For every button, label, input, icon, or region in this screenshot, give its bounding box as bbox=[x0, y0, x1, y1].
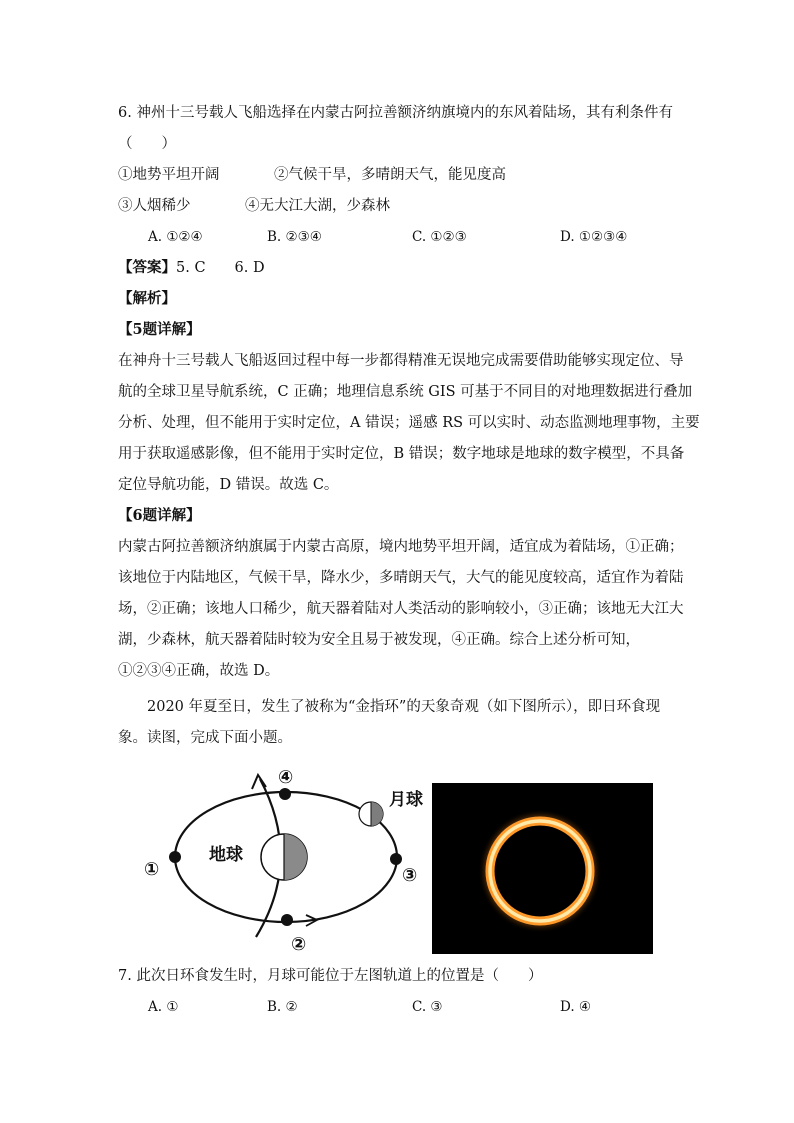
q5-detail-title: 【5题详解】 bbox=[118, 321, 201, 338]
position-dot-2 bbox=[281, 914, 293, 926]
answer-line bbox=[118, 258, 265, 278]
q6-option-b: B. ②③④ bbox=[267, 229, 322, 245]
intro-line: 2020 年夏至日，发生了被称为“金指环”的天象奇观（如下图所示），即日环食现 bbox=[147, 699, 661, 715]
moon-label: 月球 bbox=[389, 790, 423, 810]
q6-stem: 6. 神州十三号载人飞船选择在内蒙古阿拉善额济纳旗境内的东风着陆场，其有利条件有 bbox=[118, 105, 673, 121]
position-label-3: ③ bbox=[402, 865, 418, 886]
q6-condition-1: ①地势平坦开阔 bbox=[118, 167, 220, 183]
q6-detail-line: 该地位于内陆地区，气候干旱，降水少，多晴朗天气，大气的能见度较高，适宜作为着陆 bbox=[118, 570, 684, 586]
q5-detail-line: 定位导航功能，D 错误。故选 C。 bbox=[118, 477, 339, 493]
analysis-label: 【解析】 bbox=[118, 290, 176, 307]
q5-detail-line: 在神舟十三号载人飞船返回过程中每一步都得精准无误地完成需要借助能够实现定位、导 bbox=[118, 353, 684, 369]
q5-detail-line: 航的全球卫星导航系统，C 正确；地理信息系统 GIS 可基于不同目的对地理数据进行叠加 bbox=[118, 384, 693, 400]
position-label-2: ② bbox=[291, 934, 307, 955]
q7-option-b: B. ② bbox=[267, 999, 298, 1015]
q5-detail-line: 分析、处理，但不能用于实时定位，A 错误；遥感 RS 可以实时、动态监测地理事物，主要 bbox=[118, 415, 700, 431]
annular-eclipse-photo bbox=[432, 783, 653, 954]
q7-option-c: C. ③ bbox=[412, 999, 443, 1015]
q6-detail-line: ①②③④正确，故选 D。 bbox=[118, 663, 280, 679]
earth-label: 地球 bbox=[209, 845, 243, 865]
q6-detail-line: 湖，少森林，航天器着陆时较为安全且易于被发现，④正确。综合上述分析可知， bbox=[118, 632, 640, 648]
q6-condition-3: ③人烟稀少 bbox=[118, 198, 191, 214]
position-label-1: ① bbox=[144, 859, 160, 880]
q6-detail-title: 【6题详解】 bbox=[118, 507, 201, 524]
earth-shadow-half bbox=[284, 834, 307, 880]
q7-option-a: A. ① bbox=[148, 999, 179, 1015]
q6-paren: （ ） bbox=[118, 136, 176, 152]
orbit-diagram bbox=[140, 765, 440, 965]
q6-option-c: C. ①②③ bbox=[412, 229, 467, 245]
q6-condition-4: ④无大江大湖，少森林 bbox=[245, 198, 390, 214]
position-label-4: ④ bbox=[278, 767, 294, 788]
q6-detail-line: 场，②正确；该地人口稀少，航天器着陆对人类活动的影响较小，③正确；该地无大江大 bbox=[118, 601, 684, 617]
q5-detail-line: 用于获取遥感影像，但不能用于实时定位，B 错误；数字地球是地球的数字模型，不具备 bbox=[118, 446, 685, 462]
q6-option-d: D. ①②③④ bbox=[560, 229, 628, 245]
position-dot-3 bbox=[390, 853, 402, 865]
q6-condition-2: ②气候干旱，多晴朗天气，能见度高 bbox=[274, 167, 506, 183]
q7-stem: 7. 此次日环食发生时，月球可能位于左图轨道上的位置是（ ） bbox=[118, 968, 543, 984]
answer-label: 【答案】 bbox=[118, 259, 176, 276]
q6-option-a: A. ①②④ bbox=[148, 229, 203, 245]
position-dot-1 bbox=[169, 851, 181, 863]
answer-text: 5. C 6. D bbox=[176, 260, 265, 276]
eclipse-ring bbox=[432, 783, 653, 954]
intro-line: 象。读图，完成下面小题。 bbox=[118, 730, 292, 746]
q7-option-d: D. ④ bbox=[560, 999, 592, 1015]
q6-detail-line: 内蒙古阿拉善额济纳旗属于内蒙古高原，境内地势平坦开阔，适宜成为着陆场，①正确； bbox=[118, 539, 684, 555]
position-dot-4 bbox=[279, 788, 291, 800]
